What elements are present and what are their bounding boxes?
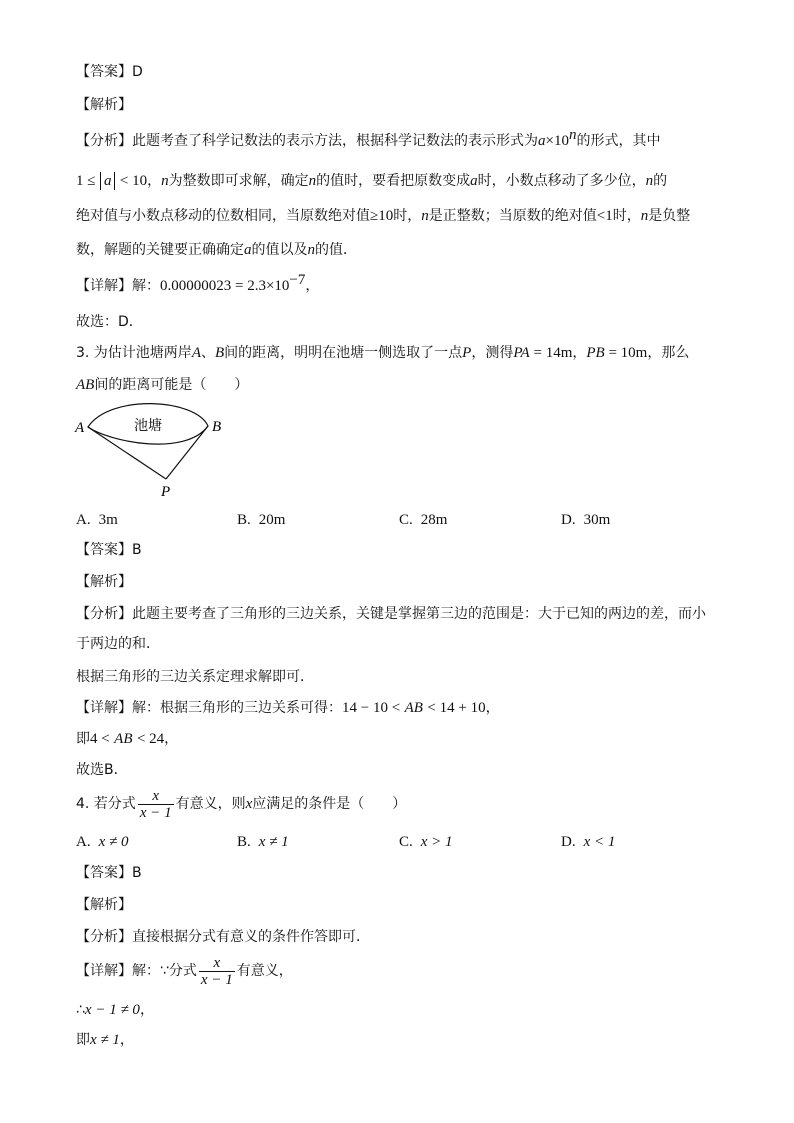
math-condition: x − 1 ≠ 0: [84, 1002, 140, 1018]
q4-option-b[interactable]: [237, 832, 289, 852]
option-letter: D.: [561, 512, 576, 528]
comma: ，: [485, 700, 500, 716]
math-sci-notation: 0.00000023 = 2.3×10: [160, 278, 290, 294]
option-letter: A.: [76, 834, 91, 850]
math-condition: x ≠ 1: [90, 1032, 120, 1048]
math-upper-bound: < 14 + 10: [427, 700, 486, 716]
math-pb-value: = 10m: [604, 345, 648, 361]
option-value: 30m: [583, 512, 611, 528]
segment-bp: [166, 426, 208, 479]
math-n: n: [307, 242, 315, 258]
fenxi-text: 此题主要考查了三角形的三边关系，关键是掌握第三边的范围是：大于已知的两边的差，而小: [132, 606, 706, 622]
q4-option-c[interactable]: [399, 832, 453, 852]
math-n: n: [645, 173, 654, 189]
option-value: x < 1: [583, 834, 616, 850]
math-pa: PA: [513, 345, 530, 361]
q2-detail-line: [76, 272, 320, 296]
fenxi-text: 时，: [393, 208, 422, 224]
stem-fraction: [138, 788, 174, 821]
answer-tag: 【答案】: [76, 64, 132, 80]
q4-answer-line: [76, 863, 142, 883]
math-ab: AB: [76, 377, 95, 393]
fenxi-text: 直接根据分式有意义的条件作答即可．: [132, 929, 370, 945]
q4-so-line: [76, 1030, 134, 1050]
fenxi-text: 是正整数；当原数的绝对值: [428, 208, 597, 224]
q3-detail-line: [76, 698, 500, 718]
fraction-denominator: x − 1: [139, 804, 172, 821]
segment-ap: [88, 427, 166, 479]
math-lower-bound: 4 <: [90, 731, 110, 747]
fraction-denominator: x − 1: [200, 971, 233, 988]
math-n: n: [161, 173, 169, 189]
fenxi-text: 此题考查了科学记数法的表示方法，根据科学记数法的表示形式为: [132, 133, 538, 149]
detail-text: 解：: [132, 278, 160, 294]
math-x: x: [245, 796, 253, 812]
answer-tag: 【答案】: [76, 865, 132, 881]
math-ab: AB: [114, 731, 133, 747]
detail-text: 解：根据三角形的三边关系可得：: [132, 700, 342, 716]
option-value: 28m: [420, 512, 448, 528]
stem-text: 3. 为估计池塘两岸: [76, 345, 192, 361]
math-pb: PB: [586, 345, 605, 361]
point-a-label: A: [191, 345, 201, 361]
comma: ，: [305, 278, 320, 294]
stem-text: 、: [200, 345, 215, 361]
stem-text: 间的距离，明明在池塘一侧选取了一点: [224, 345, 463, 361]
q3-option-a[interactable]: [76, 510, 118, 530]
math-upper-bound: < 24: [136, 731, 165, 747]
q4-fenxi-line: [76, 927, 370, 947]
q4-option-d[interactable]: [561, 832, 615, 852]
q4-stem-line: [76, 787, 406, 821]
fenxi-text: 时，: [612, 208, 641, 224]
fenxi-tag: 【分析】: [76, 929, 132, 945]
fenxi-tag: 【分析】: [76, 606, 132, 622]
stem-text: 间的距离可能是（ ）: [94, 377, 249, 393]
fenxi-text: 的值时，要看把原数变成: [316, 173, 471, 189]
q4-therefore-line: [76, 1000, 154, 1020]
detail-tag: 【详解】: [76, 963, 132, 979]
pond-figure: [70, 402, 240, 502]
point-b-label: B: [214, 345, 225, 361]
fenxi-text: 的值以及: [251, 242, 308, 258]
option-letter: A.: [76, 512, 91, 528]
q2-choose-line: 故选：D．: [76, 314, 143, 330]
q3-fenxi-line-2: 于两边的和．: [76, 636, 160, 652]
answer-value: B: [132, 542, 142, 558]
q2-fenxi-line-1: [76, 127, 661, 151]
figure-label-a: A: [75, 420, 85, 436]
math-exponent: −7: [289, 272, 306, 288]
detail-text: 有意义，: [236, 963, 293, 979]
math-a: a: [470, 173, 478, 189]
q2-fenxi-line-2: [76, 171, 667, 191]
q3-option-c[interactable]: [399, 510, 447, 530]
math-geq-ten: ≥10: [370, 208, 394, 224]
comma: ，: [147, 173, 162, 189]
fenxi-text: 的值．: [315, 242, 357, 258]
option-value: x > 1: [420, 834, 453, 850]
option-letter: C.: [399, 512, 413, 528]
detail-text: 即: [76, 1032, 90, 1048]
math-lower-bound: 14 − 10 <: [342, 700, 401, 716]
option-letter: D.: [561, 834, 576, 850]
q3-stem-line-2: [76, 375, 248, 395]
math-n: n: [421, 208, 429, 224]
q4-option-a[interactable]: [76, 832, 128, 852]
math-n: n: [308, 173, 317, 189]
fraction-numerator: x: [213, 954, 221, 971]
stem-text: 4. 若分式: [76, 796, 136, 812]
comma: ，: [164, 731, 179, 747]
q2-answer-line: [76, 62, 143, 82]
fenxi-tag: 【分析】: [76, 133, 132, 149]
stem-text: ，: [572, 345, 587, 361]
math-pa-value: = 14m: [529, 345, 573, 361]
q3-answer-line: [76, 540, 142, 560]
figure-pond-label: 池塘: [134, 418, 162, 434]
comma: ，: [139, 1002, 154, 1018]
math-a: a: [244, 242, 252, 258]
q2-fenxi-line-3: [76, 206, 690, 226]
option-letter: B.: [237, 512, 251, 528]
option-value: x ≠ 1: [258, 834, 289, 850]
fenxi-text: 的: [653, 173, 668, 189]
q3-so-line: [76, 729, 178, 749]
math-n: n: [640, 208, 649, 224]
math-abs-a: a: [100, 172, 116, 190]
detail-text: 即: [76, 731, 90, 747]
math-exponent-n: n: [568, 127, 577, 143]
fraction-numerator: x: [152, 787, 160, 804]
stem-text: 应满足的条件是（ ）: [252, 796, 407, 812]
math-ab: AB: [404, 700, 423, 716]
option-letter: B.: [237, 834, 251, 850]
q3-option-b[interactable]: [237, 510, 285, 530]
stem-text: ，测得: [471, 345, 514, 361]
figure-label-p: P: [161, 484, 171, 500]
math-lt-one: <1: [596, 208, 613, 224]
detail-text: 解：∵分式: [132, 963, 197, 979]
point-p-label: P: [462, 345, 472, 361]
fenxi-text: 时，小数点移动了多少位，: [477, 173, 646, 189]
fenxi-text: 是负整: [648, 208, 691, 224]
math-one-leq: 1 ≤: [76, 173, 96, 189]
q2-analysis-tag: 【解析】: [76, 97, 132, 113]
fenxi-text: 为整数即可求解，确定: [168, 173, 309, 189]
q2-fenxi-line-4: [76, 240, 357, 260]
answer-value: B: [132, 865, 142, 881]
stem-text: ，那么: [647, 345, 690, 361]
comma: ，: [119, 1032, 134, 1048]
q3-fenxi-line-1: [76, 604, 706, 624]
option-value: 20m: [258, 512, 286, 528]
stem-text: 有意义，则: [175, 796, 246, 812]
detail-tag: 【详解】: [76, 278, 132, 294]
option-value: 3m: [98, 512, 118, 528]
fenxi-text: 数，解题的关键要正确确定: [76, 242, 244, 258]
q3-method-line: 根据三角形的三边关系定理求解即可．: [76, 669, 314, 685]
math-times-ten: ×10: [545, 133, 569, 149]
math-a: a: [538, 133, 546, 149]
figure-label-b: B: [212, 419, 222, 435]
q3-stem-line-1: [76, 343, 689, 363]
therefore-symbol: ∴: [76, 1002, 85, 1018]
q4-detail-line: [76, 954, 293, 988]
option-value: x ≠ 0: [98, 834, 129, 850]
q4-analysis-tag: 【解析】: [76, 897, 132, 913]
option-letter: C.: [399, 834, 413, 850]
detail-fraction: [199, 955, 235, 988]
q3-choose-line: 故选B．: [76, 762, 128, 778]
math-lt-ten: < 10: [119, 173, 148, 189]
detail-tag: 【详解】: [76, 700, 132, 716]
q3-analysis-tag: 【解析】: [76, 574, 132, 590]
answer-tag: 【答案】: [76, 542, 132, 558]
q3-option-d[interactable]: [561, 510, 610, 530]
answer-value: D: [132, 64, 143, 80]
fenxi-text: 的形式，其中: [576, 133, 661, 149]
fenxi-text: 绝对值与小数点移动的位数相同，当原数绝对值: [76, 208, 370, 224]
